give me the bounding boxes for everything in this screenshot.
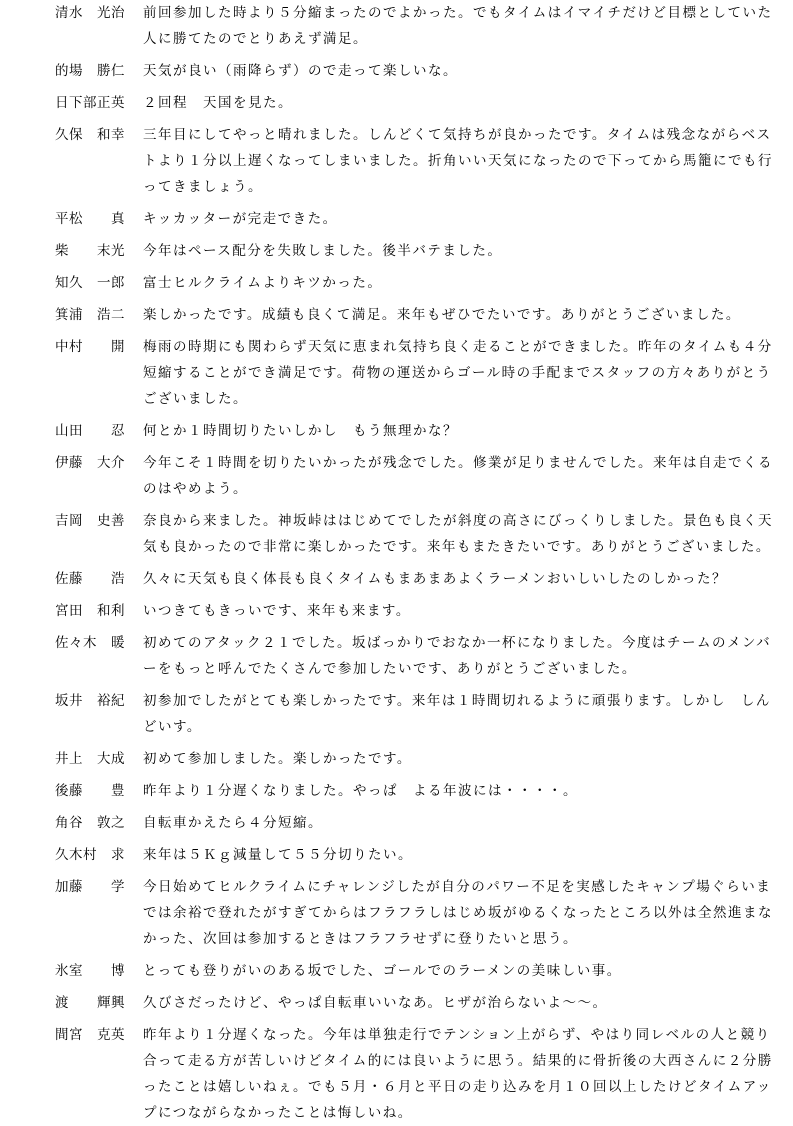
participant-name: 佐々木 暖 xyxy=(55,635,125,651)
participant-name: 坂井 裕紀 xyxy=(55,693,125,709)
participant-name: 間宮 克英 xyxy=(55,1027,125,1043)
participant-comment: 初めて参加しました。楽しかったです。 xyxy=(143,751,412,767)
participant-name: 渡 輝興 xyxy=(55,995,125,1011)
comment-entry xyxy=(0,238,793,264)
participant-name: 吉岡 史善 xyxy=(55,513,125,529)
comment-entry xyxy=(0,334,793,412)
comment-entry xyxy=(0,508,793,560)
participant-comment: 久々に天気も良く体長も良くタイムもまあまあよくラーメンおいしいしたのしかった？ xyxy=(143,571,728,587)
participant-name: 久木村 求 xyxy=(55,847,125,863)
participant-name: 角谷 敦之 xyxy=(55,815,125,831)
comment-entry xyxy=(0,842,793,868)
participant-comment: いつきてもきっいです、来年も来ます。 xyxy=(143,603,411,619)
comment-entry xyxy=(0,0,793,52)
participant-comment: 昨年より１分遅くなった。今年は単独走行でテンション上がらず、やはり同レベルの人と競り合って走る方が苦しいけどタイム的には良いように思う。結果的に骨折後の大西さんに２分勝ったことは嬉しいねぇ。でも５月・６月と平日の走り込みを月１０回以上したけどタイムアップにつながらなかったことは悔しいね。 xyxy=(143,1027,773,1121)
participant-name: 清水 光治 xyxy=(55,5,125,21)
participant-name: 中村 開 xyxy=(55,339,125,355)
comment-entry xyxy=(0,990,793,1016)
participant-comment: とっても登りがいのある坂でした、ゴールでのラーメンの美味しい事。 xyxy=(143,963,622,979)
participant-name: 加藤 学 xyxy=(55,879,125,895)
comment-entry xyxy=(0,566,793,592)
participant-comment: 今日始めてヒルクライムにチャレンジしたが自分のパワー不足を実感したキャンプ場ぐらいまでは余裕で登れたがすぎてからはフラフラしはじめ坂がゆるくなったところ以外は全然進まなかった、次回は参加するときはフラフラせずに登りたいと思う。 xyxy=(143,879,773,947)
comment-entry xyxy=(0,810,793,836)
participant-comment: 何とか１時間切りたいしかし もう無理かな？ xyxy=(143,423,458,439)
comment-entry xyxy=(0,688,793,740)
participant-comment: 来年は５Ｋｇ減量して５５分切りたい。 xyxy=(143,847,413,863)
participant-name: 伊藤 大介 xyxy=(55,455,125,471)
participant-name: 箕浦 浩二 xyxy=(55,307,125,323)
comment-entry xyxy=(0,1022,793,1126)
comment-entry xyxy=(0,206,793,232)
comment-entry xyxy=(0,302,793,328)
participant-comment: 昨年より１分遅くなりました。やっぱ よる年波には・・・・。 xyxy=(143,783,578,799)
comment-entry xyxy=(0,598,793,624)
comment-entry xyxy=(0,122,793,200)
comment-entry xyxy=(0,270,793,296)
participant-comment: 三年目にしてやっと晴れました。しんどくて気持ちが良かったです。タイムは残念ながらベストより１分以上遅くなってしまいました。折角いい天気になったので下ってから馬籠にでも行ってきましょう。 xyxy=(143,127,773,195)
comment-entry xyxy=(0,418,793,444)
participant-name: 知久 一郎 xyxy=(55,275,125,291)
comment-entry xyxy=(0,958,793,984)
participant-comment: 久びさだったけど、やっぱ自転車いいなあ。ヒザが治らないよ～～。 xyxy=(143,995,608,1011)
participant-name: 氷室 博 xyxy=(55,963,125,979)
participant-name: 久保 和幸 xyxy=(55,127,125,143)
participant-name: 柴 末光 xyxy=(55,243,125,259)
comment-entry xyxy=(0,630,793,682)
participant-comment: 初参加でしたがとても楽しかったです。来年は１時間切れるように頑張ります。しかし しんどいす。 xyxy=(143,693,771,735)
participant-comment: 楽しかったです。成績も良くて満足。来年もぜひでたいです。ありがとうございました。 xyxy=(143,307,741,323)
participant-comment: 初めてのアタック２１でした。坂ばっかりでおなか一杯になりました。今度はチームのメンバーをもっと呼んでたくさんで参加したいです、ありがとうございました。 xyxy=(143,635,772,677)
participant-name: 的場 勝仁 xyxy=(55,63,125,79)
comment-entry xyxy=(0,746,793,772)
comment-entry xyxy=(0,874,793,952)
participant-name: 平松 真 xyxy=(55,211,125,227)
participant-comment: 天気が良い（雨降らず）ので走って楽しいな。 xyxy=(143,63,458,79)
participant-name: 宮田 和利 xyxy=(55,603,125,619)
participant-comment: 富士ヒルクライムよりキツかった。 xyxy=(143,275,383,291)
participant-name: 日下部正英 xyxy=(55,95,125,111)
comment-entry xyxy=(0,450,793,502)
participant-comment: 前回参加した時より５分縮まったのでよかった。でもタイムはイマイチだけど目標としていた人に勝てたのでとりあえず満足。 xyxy=(143,5,773,47)
comment-entry xyxy=(0,58,793,84)
participant-name: 後藤 豊 xyxy=(55,783,125,799)
participant-name: 井上 大成 xyxy=(55,751,125,767)
participant-comment: キッカッターが完走できた。 xyxy=(143,211,338,227)
participant-comment: 奈良から来ました。神坂峠ははじめてでしたが斜度の高さにびっくりしました。景色も良く天気も良かったので非常に楽しかったです。来年もまたきたいです。ありがとうございました。 xyxy=(143,513,773,555)
participant-comment: 自転車かえたら４分短縮。 xyxy=(143,815,323,831)
participant-name: 山田 忍 xyxy=(55,423,125,439)
participant-comment: ２回程 天国を見た。 xyxy=(143,95,293,111)
participant-comment: 梅雨の時期にも関わらず天気に恵まれ気持ち良く走ることができました。昨年のタイムも４分短縮することができ満足です。荷物の運送からゴール時の手配までスタッフの方々ありがとうございました。 xyxy=(143,339,773,407)
participant-name: 佐藤 浩 xyxy=(55,571,125,587)
participant-comment: 今年はペース配分を失敗しました。後半バテました。 xyxy=(143,243,503,259)
comment-entry xyxy=(0,778,793,804)
comment-entry xyxy=(0,90,793,116)
participant-comment: 今年こそ１時間を切りたいかったが残念でした。修業が足りませんでした。来年は自走でくるのはやめよう。 xyxy=(143,455,773,497)
